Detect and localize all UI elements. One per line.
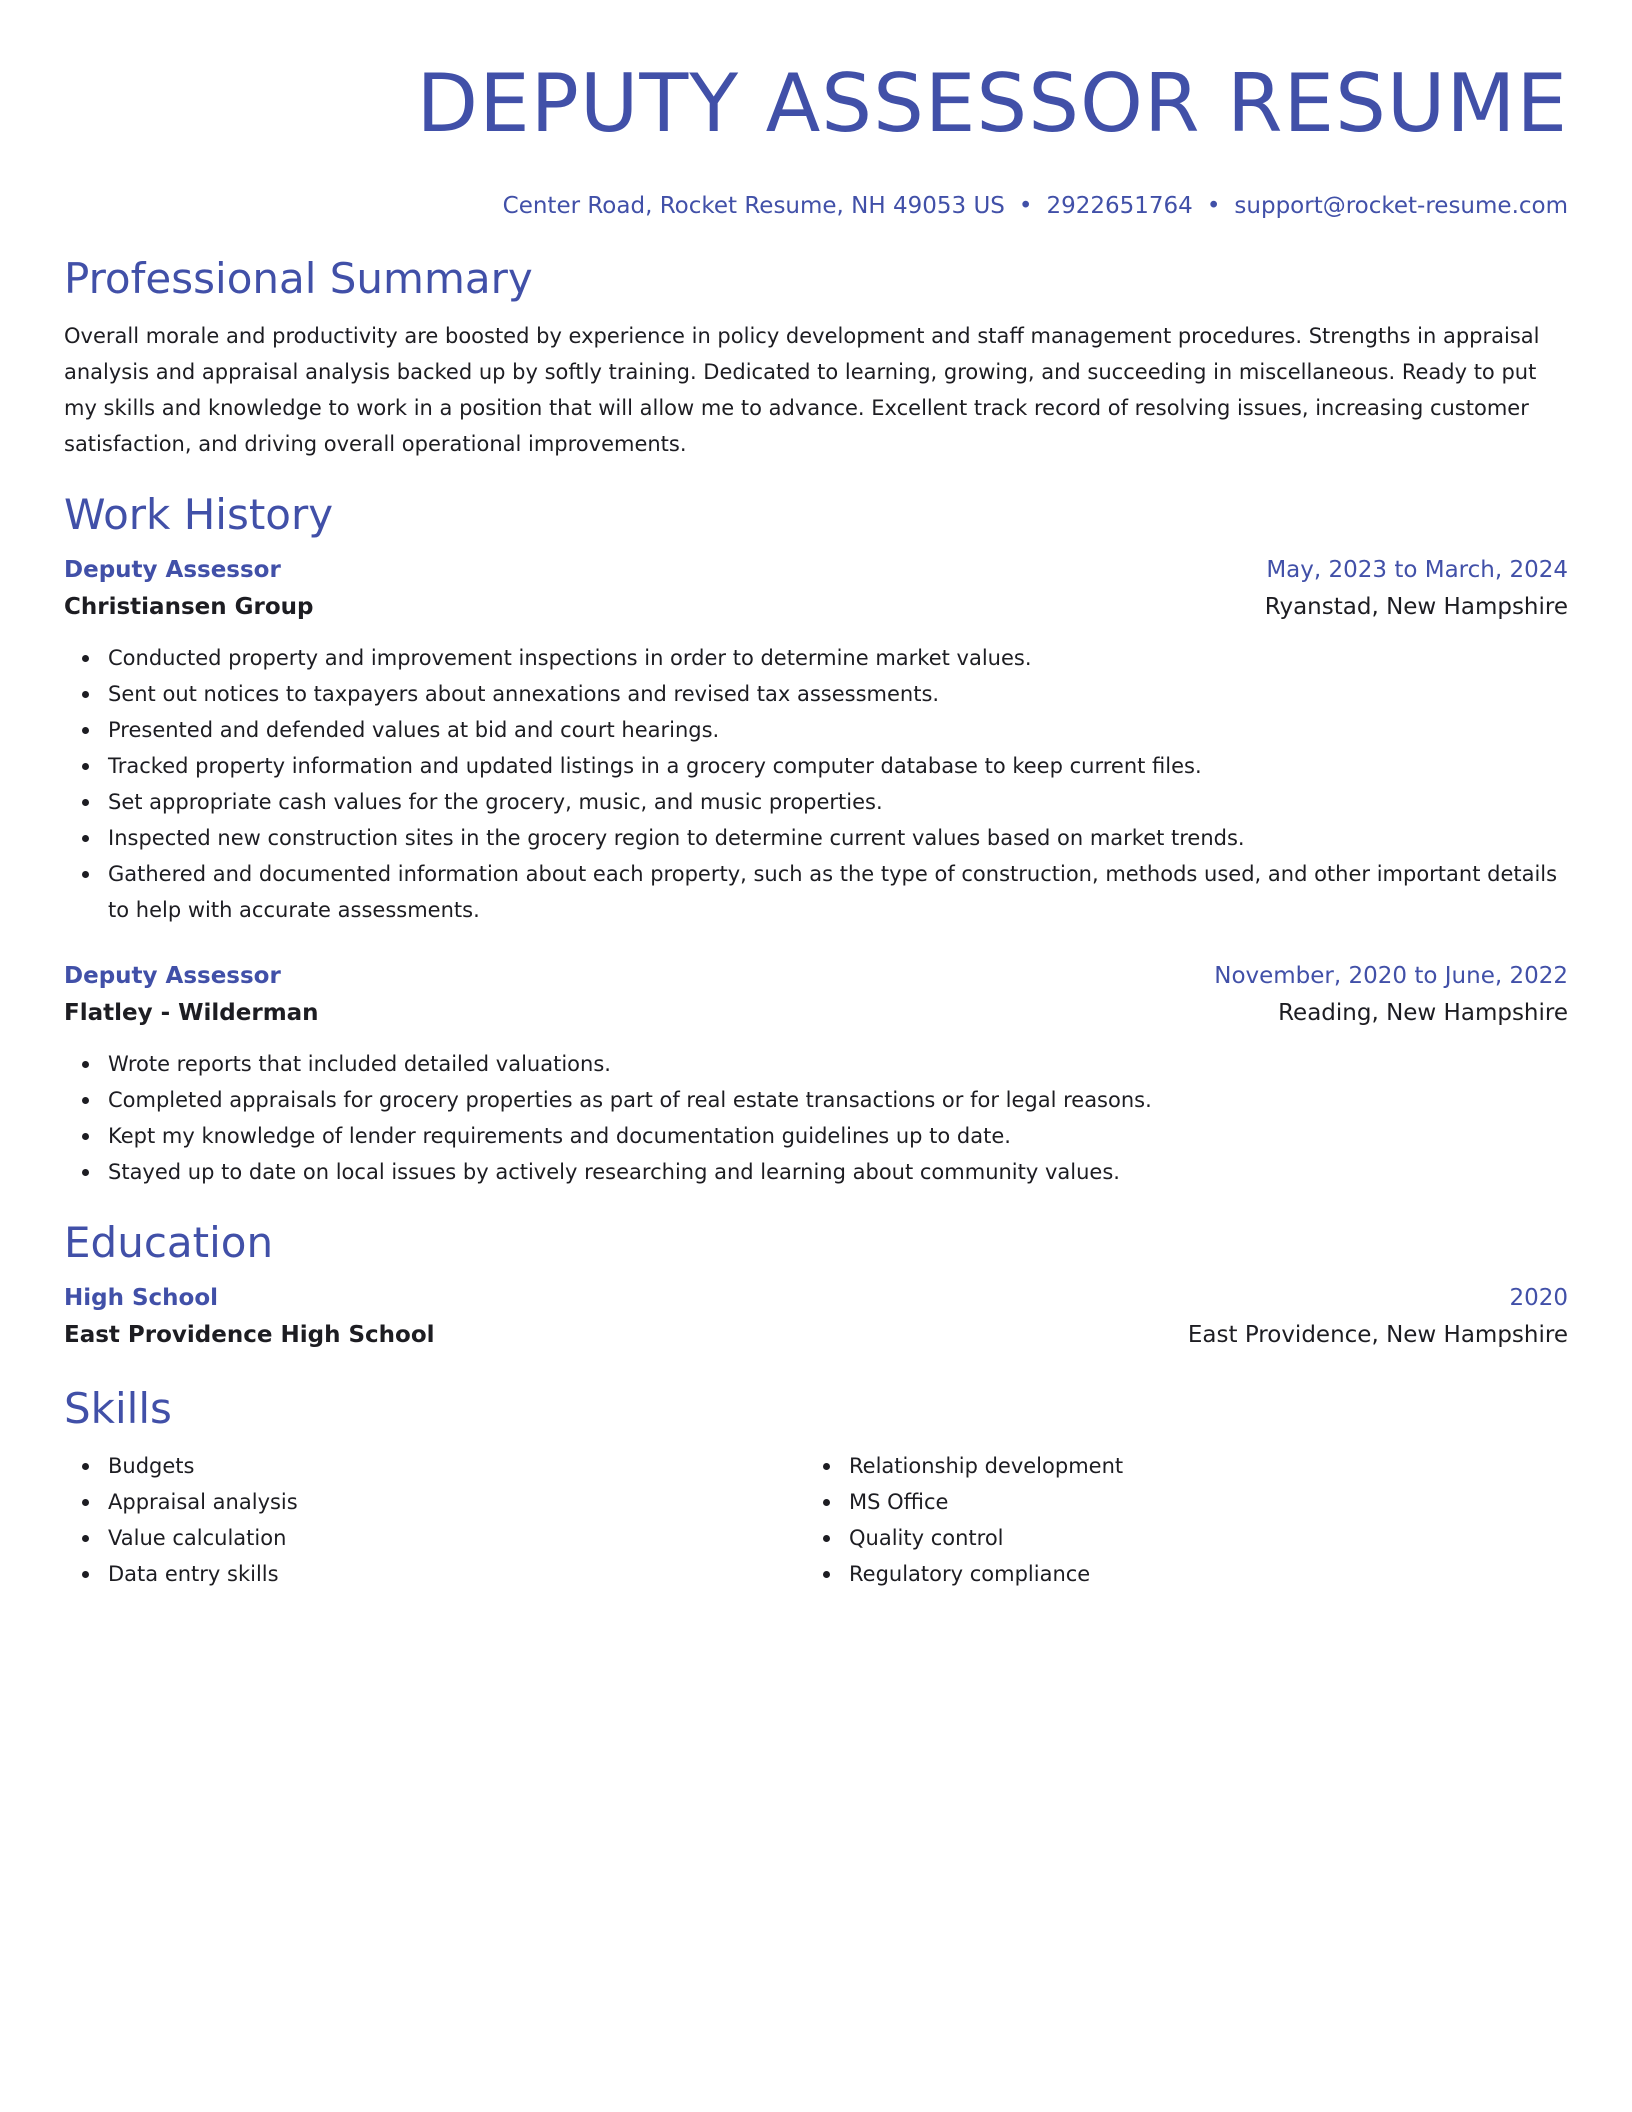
skill-item: Quality control [849,1520,1546,1556]
skill-item: Regulatory compliance [849,1556,1546,1592]
contact-phone: 2922651764 [1046,193,1193,219]
job-bullet: Tracked property information and updated listings in a grocery computer database to keep current files. [108,748,1568,784]
skill-item: Budgets [108,1448,805,1484]
job-title: Deputy Assessor [64,963,281,989]
job-bullet: Set appropriate cash values for the grocery, music, and music properties. [108,784,1568,820]
summary-text: Overall morale and productivity are boosted by experience in policy development and staff management procedures. Strengths in appraisal analysis and appraisal analysis backed up by softly training. Dedicated to learning, growing, and succeeding in miscellaneous. Ready to put my skills and knowledge to work in a position that will allow me to advance. Excellent track record of resolving issues, increasing customer satisfaction, and driving overall operational improvements. [64,324,1540,456]
job-bullet: Wrote reports that included detailed valuations. [108,1046,1568,1082]
job-bullet: Presented and defended values at bid and court hearings. [108,712,1568,748]
professional-summary-section [64,252,1568,462]
section-heading: Education [64,1218,274,1267]
job-entry [64,552,1568,928]
skills-column-left [64,1448,805,1592]
skill-item: MS Office [849,1484,1546,1520]
skills-column-right [805,1448,1546,1592]
skills-grid [64,1448,1568,1592]
skill-item: Relationship development [849,1448,1546,1484]
resume-page [64,0,1568,1592]
contact-email: support@rocket-resume.com [1234,193,1568,219]
job-bullet-list [64,640,1568,928]
section-heading: Professional Summary [64,254,533,303]
education-location: East Providence, New Hampshire [1187,1322,1568,1348]
contact-address: Center Road, Rocket Resume, NH 49053 US [502,193,1005,219]
skill-item: Data entry skills [108,1556,805,1592]
job-bullet: Inspected new construction sites in the grocery region to determine current values based on market trends. [108,820,1568,856]
contact-separator: • [1206,193,1221,219]
job-bullet-list [64,1046,1568,1190]
job-bullet: Kept my knowledge of lender requirements and documentation guidelines up to date. [108,1118,1568,1154]
job-location: Reading, New Hampshire [1278,1000,1568,1026]
section-heading: Work History [64,490,334,539]
job-company-row [64,994,1568,1032]
job-bullet: Conducted property and improvement inspections in order to determine market values. [108,640,1568,676]
job-bullet: Completed appraisals for grocery properties as part of real estate transactions or for legal reasons. [108,1082,1568,1118]
skill-item: Value calculation [108,1520,805,1556]
job-bullet: Stayed up to date on local issues by actively researching and learning about community values. [108,1154,1568,1190]
job-bullet: Gathered and documented information about each property, such as the type of construction, methods used, and other important details to help with accurate assessments. [108,856,1568,928]
job-title: Deputy Assessor [64,557,281,583]
job-location: Ryanstad, New Hampshire [1264,594,1568,620]
contact-separator: • [1018,193,1033,219]
job-title-row [64,958,1568,994]
job-entry [64,958,1568,1190]
education-school-row [64,1316,1568,1354]
work-history-section [64,488,1568,1190]
job-dates: May, 2023 to March, 2024 [1266,557,1568,583]
job-title-row [64,552,1568,588]
contact-line [64,190,1568,222]
education-year: 2020 [1509,1285,1568,1311]
education-degree: High School [64,1285,219,1311]
job-bullet: Sent out notices to taxpayers about annexations and revised tax assessments. [108,676,1568,712]
job-dates: November, 2020 to June, 2022 [1214,963,1568,989]
education-degree-row [64,1280,1568,1316]
section-heading: Skills [64,1384,172,1433]
skill-item: Appraisal analysis [108,1484,805,1520]
education-school: East Providence High School [64,1322,435,1348]
job-company: Christiansen Group [64,594,314,620]
education-section [64,1216,1568,1354]
resume-title: DEPUTY ASSESSOR RESUME [416,57,1568,150]
skills-section [64,1382,1568,1592]
job-company-row [64,588,1568,626]
education-entry [64,1280,1568,1354]
job-company: Flatley - Wilderman [64,1000,319,1026]
